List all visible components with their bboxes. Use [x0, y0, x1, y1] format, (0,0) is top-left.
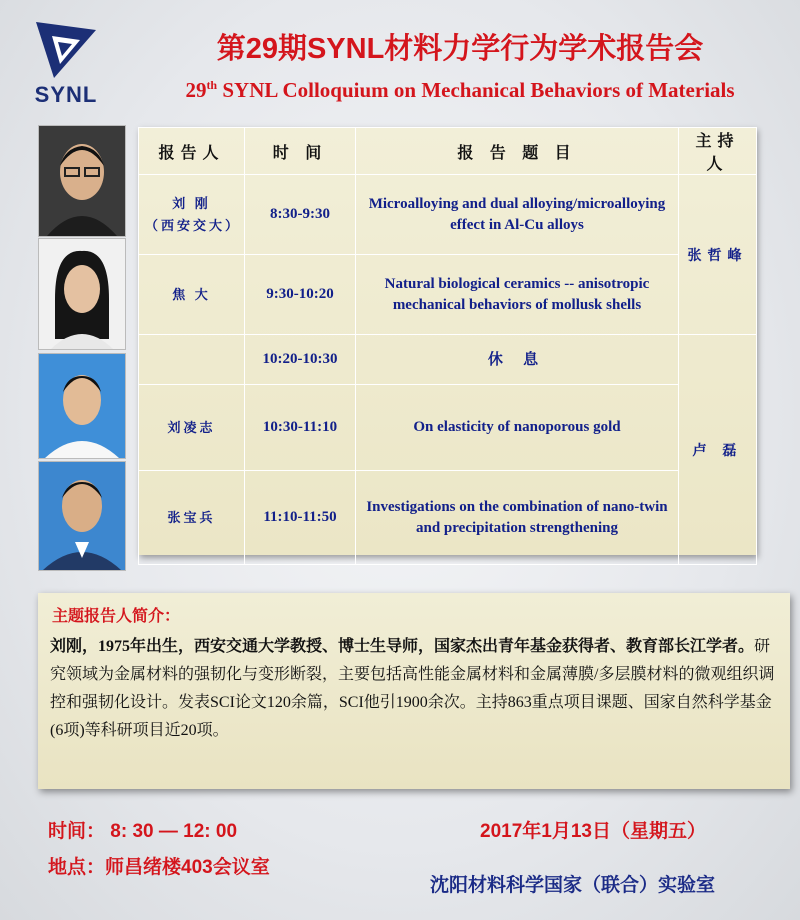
bio-heading: 主题报告人简介：: [52, 608, 181, 625]
table-row: [139, 335, 757, 385]
title-chinese: 第29期SYNL材料力学行为学术报告会: [216, 33, 704, 65]
time-cell: 8:30-9:30: [245, 175, 356, 255]
header-topic: 报 告 题 目: [356, 128, 679, 175]
speaker-cell: 张宝兵: [139, 471, 245, 565]
table-row: [139, 175, 757, 255]
event-time: 时间： 8: 30 — 12: 00: [48, 821, 238, 842]
bio-lead: 刘刚，1975年出生，西安交通大学教授、博士生导师，国家杰出青年基金获得者、教育部长江学者。: [50, 638, 755, 655]
speaker-photo-liu-gang: [38, 125, 126, 237]
speaker-cell: 刘 刚 （西安交大）: [139, 175, 245, 255]
time-cell: 10:20-10:30: [245, 335, 356, 385]
organizer: 沈阳材料科学国家（联合）实验室: [430, 875, 716, 896]
speaker-cell: 焦 大: [139, 255, 245, 335]
header-time: 时 间: [245, 128, 356, 175]
speaker-photo-zhang-baobing: [38, 461, 126, 571]
topic-cell: 休 息: [356, 335, 679, 385]
title-english: 29th SYNL Colloquium on Mechanical Behaviors of Materials: [185, 78, 735, 102]
speaker-cell: 刘凌志: [139, 385, 245, 471]
bio-text: [50, 633, 778, 745]
topic-cell: Microalloying and dual alloying/microalloying effect in Al-Cu alloys: [356, 175, 679, 255]
logo-text: SYNL: [34, 82, 98, 107]
time-cell: 10:30-11:10: [245, 385, 356, 471]
topic-cell: On elasticity of nanoporous gold: [356, 385, 679, 471]
event-place: 地点：师昌绪楼403会议室: [48, 857, 270, 878]
speaker-photo-liu-lingzhi: [38, 353, 126, 459]
table-row: [139, 385, 757, 471]
header-speaker: 报告人: [139, 128, 245, 175]
synl-logo-icon: [34, 20, 98, 80]
topic-cell: Investigations on the combination of nano-twin and precipitation strengthening: [356, 471, 679, 565]
table-row: [139, 255, 757, 335]
header-host: 主持人: [679, 128, 757, 175]
schedule-table: [138, 127, 756, 555]
topic-cell: Natural biological ceramics -- anisotropic mechanical behaviors of mollusk shells: [356, 255, 679, 335]
keynote-bio-panel: [38, 593, 790, 789]
table-row: [139, 471, 757, 565]
synl-logo: [16, 10, 116, 110]
bio-body: 研究领域为金属材料的强韧化与变形断裂，主要包括高性能金属材料和金属薄膜/多层膜材料的微观组织调控和强韧化设计。发表SCI论文120余篇，SCI他引1900余次。主持863重点项目课题、国家自然科学基金(6项)等科研项目近20项。: [50, 638, 775, 739]
speaker-cell: [139, 335, 245, 385]
time-cell: 9:30-10:20: [245, 255, 356, 335]
host-cell: 卢 磊: [679, 335, 757, 565]
table-header-row: [139, 128, 757, 175]
host-cell: 张哲峰: [679, 175, 757, 335]
event-date: 2017年1月13日（星期五）: [480, 821, 706, 842]
time-cell: 11:10-11:50: [245, 471, 356, 565]
speaker-photo-jiao-da: [38, 238, 126, 350]
